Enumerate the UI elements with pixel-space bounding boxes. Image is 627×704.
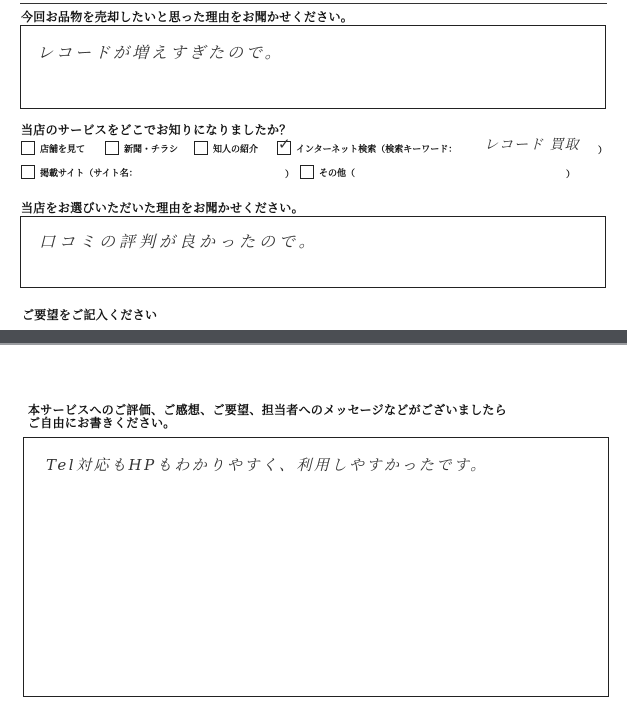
checkbox-internet[interactable] — [277, 135, 291, 155]
answer-box-feedback — [23, 437, 609, 697]
option-internet[interactable] — [277, 135, 458, 155]
option-referral[interactable] — [194, 141, 258, 155]
option-referral-label: 知人の紹介 — [213, 144, 259, 155]
answer-feedback: Tel対応もHPもわかりやすく、利用しやすかったです。 — [46, 456, 488, 474]
internet-close-paren: ） — [598, 146, 608, 156]
question-how-found: 当店のサービスをどこでお知りになりましたか？ — [21, 123, 292, 137]
question-feedback-line2: ご自由にお書きください。 — [28, 416, 176, 430]
option-internet-label: インターネット検索（検索キーワード： — [296, 144, 458, 155]
option-storefront[interactable] — [21, 141, 85, 155]
listing-site-close-paren: ） — [285, 170, 295, 180]
option-storefront-label: 店舗を見て — [40, 144, 86, 155]
checkbox-newspaper[interactable] — [105, 141, 119, 155]
search-keyword-answer: レコード 買取 — [484, 137, 580, 153]
answer-box-sale-reason — [20, 25, 606, 109]
checkbox-storefront[interactable] — [21, 141, 35, 155]
top-rule — [20, 3, 607, 4]
cut-off-text: ご要望をご記入ください — [22, 308, 158, 322]
other-close-paren: ） — [566, 170, 576, 180]
checkbox-listing-site[interactable] — [21, 165, 35, 179]
option-newspaper[interactable] — [105, 141, 178, 155]
option-listing-site-label: 掲載サイト（サイト名： — [40, 168, 138, 179]
checkbox-referral[interactable] — [194, 141, 208, 155]
page-separator-shadow — [0, 343, 627, 345]
question-feedback-line1: 本サービスへのご評価、ご感想、ご要望、担当者へのメッセージなどがございましたら — [28, 403, 507, 417]
checkbox-other[interactable] — [300, 165, 314, 179]
check-mark-icon: ✓ — [278, 135, 291, 153]
page-separator-band — [0, 330, 627, 343]
option-other-label: その他（ — [319, 168, 356, 179]
option-newspaper-label: 新聞・チラシ — [124, 144, 179, 155]
option-listing-site[interactable] — [21, 165, 138, 179]
question-sale-reason: 今回お品物を売却したいと思った理由をお聞かせください。 — [21, 10, 354, 24]
cut-off-text-strip — [20, 306, 280, 322]
answer-sale-reason: レコードが増えすぎたので。 — [37, 43, 284, 62]
answer-why-chosen: 口コミの評判が良かったので。 — [39, 232, 319, 251]
answer-box-why-chosen — [20, 216, 606, 288]
question-why-chosen: 当店をお選びいただいた理由をお聞かせください。 — [21, 201, 304, 215]
option-other[interactable] — [300, 165, 355, 179]
